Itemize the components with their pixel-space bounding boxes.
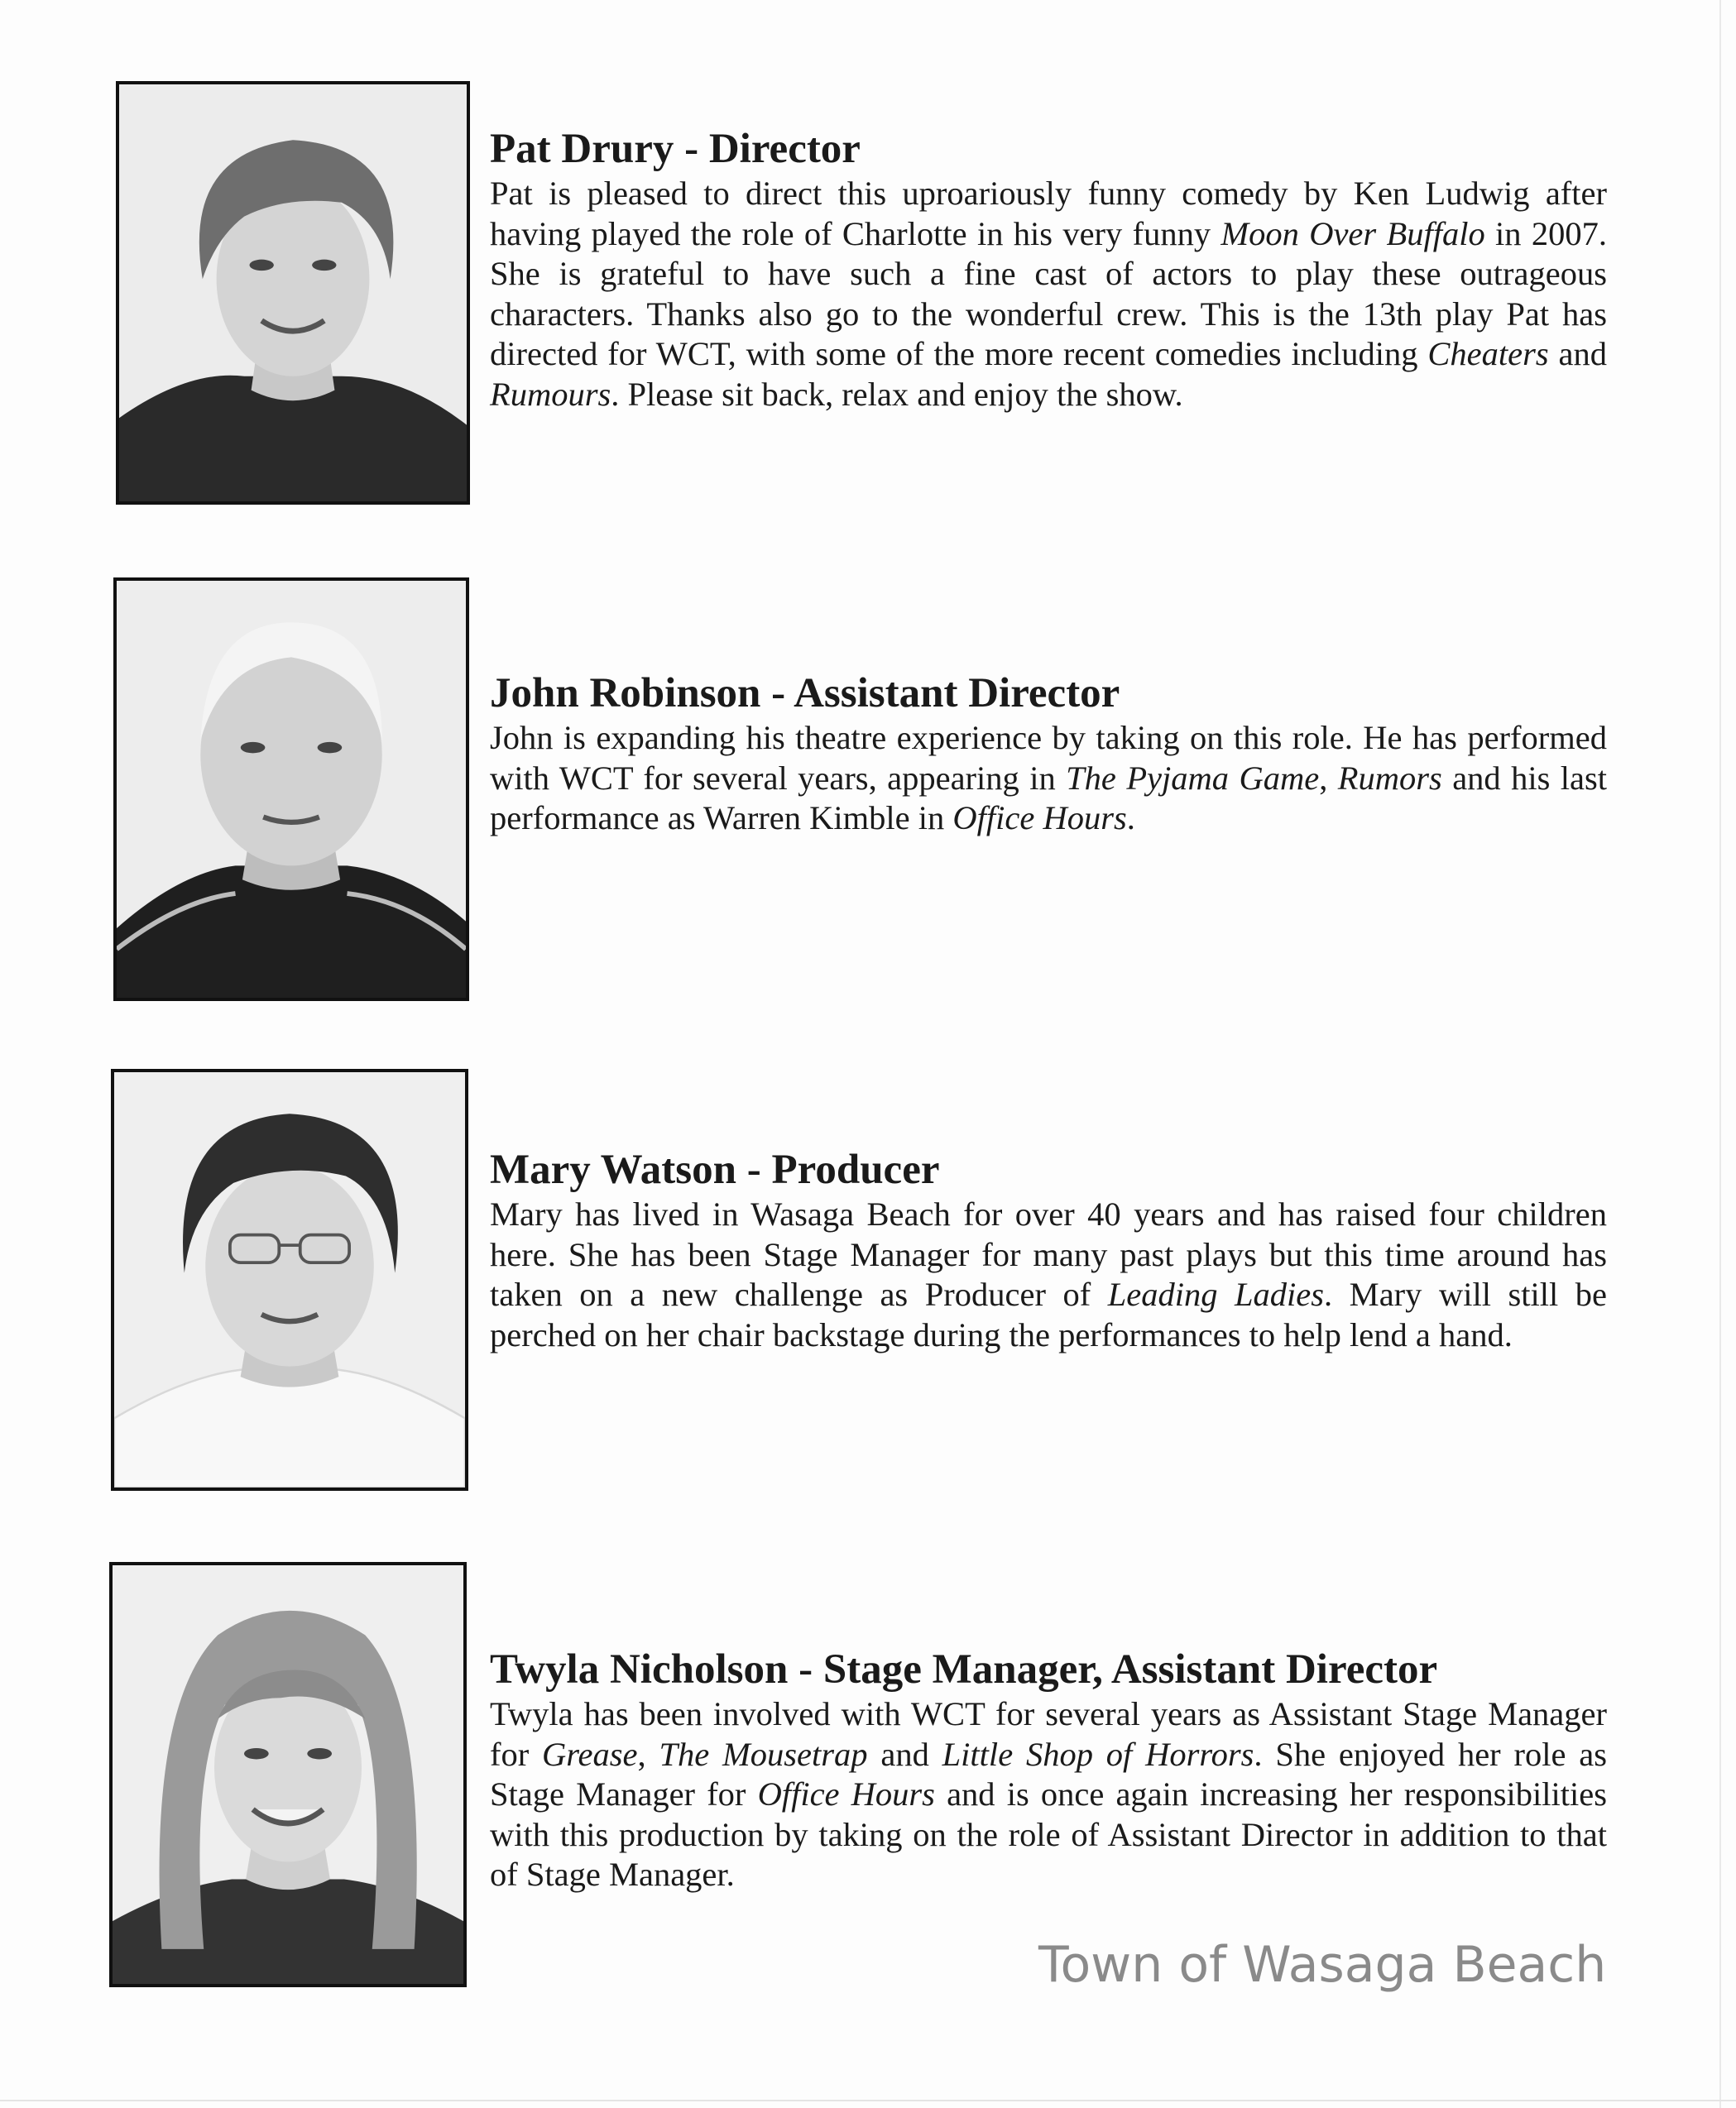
text-segment: , — [1319, 759, 1338, 797]
text-segment: in 2007. She is grateful to have such a fine cast of actors to play these outrageous characters. Thanks also go to the wonderful crew. This is the 13th play Pat has directed for WCT, with some of the more recent comedies including — [490, 214, 1607, 372]
bio-paragraph — [490, 718, 1607, 839]
text-segment: . — [1126, 799, 1135, 836]
italic-title: The Pyjama Game — [1066, 759, 1320, 797]
bio-paragraph — [490, 1195, 1607, 1355]
page-edge — [0, 2100, 1736, 2101]
text-segment: Mary has lived in Wasaga Beach for over 40 years and has raised four children here. She has been Stage Manager for many past plays but this time around has taken on a new challenge as Producer of — [490, 1195, 1607, 1313]
text-segment: Pat is pleased to direct this uproariously funny comedy by Ken Ludwig after having played the role of Charlotte in his very funny — [490, 175, 1607, 252]
text-segment: , — [637, 1735, 659, 1773]
bio-name: Pat Drury - Director — [490, 126, 861, 172]
text-segment: John is expanding his theatre experience by taking on this role. He has performed with WCT for several years, appearing in — [490, 719, 1607, 797]
text-segment: and — [1548, 335, 1607, 372]
italic-title: Office Hours — [757, 1775, 935, 1813]
bio-paragraph — [490, 174, 1607, 414]
page-edge — [1719, 0, 1721, 2108]
italic-title: Rumors — [1337, 759, 1442, 797]
italic-title: Little Shop of Horrors — [942, 1735, 1254, 1773]
photo-john-robinson — [113, 577, 469, 1001]
bio-name: Mary Watson - Producer — [490, 1147, 940, 1193]
photo-twyla-nicholson — [109, 1562, 467, 1987]
photo-mary-watson — [111, 1069, 468, 1491]
text-segment: and is once again increasing her responsibilities with this production by taking on the role of Assistant Director in addition to that of Stage Manager. — [490, 1775, 1607, 1893]
text-segment: . Mary will still be perched on her chair backstage during the performances to help lend a hand. — [490, 1276, 1608, 1353]
italic-title: Cheaters — [1427, 335, 1549, 372]
bio-paragraph — [490, 1694, 1607, 1895]
text-segment: and his last performance as Warren Kimble in — [490, 759, 1608, 836]
italic-title: Rumours — [490, 375, 611, 413]
photo-pat-drury — [116, 81, 470, 505]
italic-title: Moon Over Buffalo — [1220, 214, 1485, 252]
watermark: Town of Wasaga Beach — [1038, 1936, 1607, 1994]
text-segment: . Please sit back, relax and enjoy the show. — [611, 375, 1183, 413]
italic-title: Grease — [542, 1735, 638, 1773]
bio-name: John Robinson - Assistant Director — [490, 670, 1120, 716]
text-segment: Twyla has been involved with WCT for several years as Assistant Stage Manager for — [490, 1695, 1607, 1773]
italic-title: Leading Ladies — [1107, 1276, 1325, 1313]
text-segment: . She enjoyed her role as Stage Manager for — [490, 1735, 1608, 1813]
bio-name: Twyla Nicholson - Stage Manager, Assistant Director — [490, 1646, 1438, 1693]
text-segment: and — [867, 1735, 942, 1773]
italic-title: The Mousetrap — [659, 1735, 868, 1773]
italic-title: Office Hours — [952, 799, 1127, 836]
